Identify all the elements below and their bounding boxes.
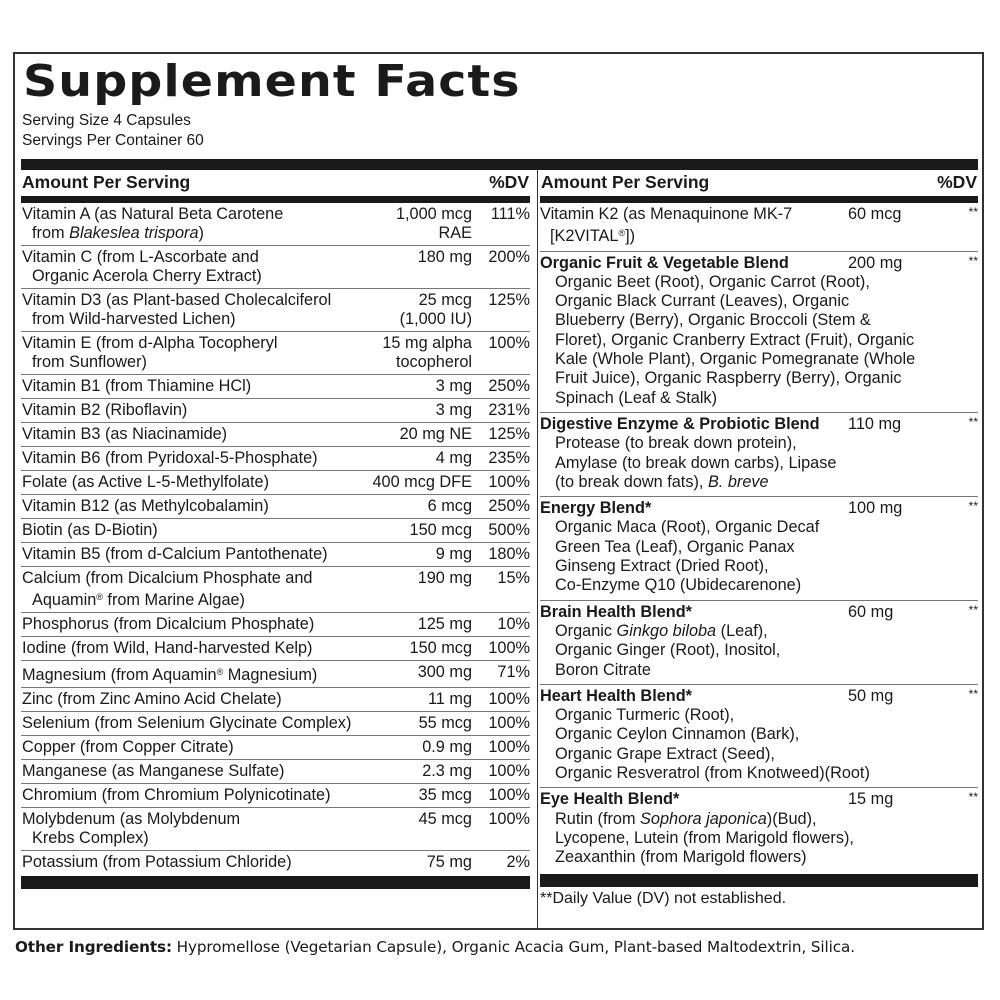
left-nutrient-list — [21, 203, 530, 874]
nutrient-name — [21, 714, 419, 733]
nutrient-name — [21, 401, 436, 420]
nutrient-name-text: Magnesium) — [223, 666, 318, 684]
nutrient-name-text: Vitamin B6 (from Pyridoxal-5-Phosphate) — [22, 449, 318, 467]
nutrient-name-line2 — [22, 267, 418, 286]
blend-header — [540, 687, 978, 706]
nutrient-name — [21, 425, 400, 444]
nutrient-name-text: from Sunflower) — [32, 353, 147, 371]
nutrient-dv: 100% — [488, 738, 530, 756]
nutrient-row — [21, 519, 530, 543]
amount-per-serving-heading: Amount Per Serving — [22, 172, 191, 192]
nutrient-name — [21, 615, 418, 634]
nutrient-name — [21, 663, 418, 685]
ingredient-line: Floret), Organic Cranberry Extract (Fruit), Organic — [555, 330, 915, 349]
right-blend-list — [540, 203, 978, 872]
header-underline — [540, 196, 978, 203]
nutrient-name — [21, 449, 436, 468]
amount-line2: tocopherol — [395, 353, 472, 371]
left-header — [21, 170, 530, 196]
ingredient-line: Protease (to break down protein), — [555, 434, 797, 453]
ingredient-line: Green Tea (Leaf), Organic Panax — [555, 537, 795, 556]
nutrient-dv: 180% — [488, 545, 530, 563]
ingredient-line: Organic Black Currant (Leaves), Organic — [555, 292, 850, 311]
ingredient-line: Boron Citrate — [555, 660, 651, 679]
nutrient-name — [21, 334, 382, 372]
nutrient-name — [21, 853, 427, 872]
nutrient-amount — [419, 810, 472, 848]
ingredient-line — [555, 473, 978, 492]
amount-line1: 25 mcg — [418, 291, 472, 309]
nutrient-name-text: Krebs Complex) — [32, 829, 149, 847]
top-divider-bar — [21, 159, 978, 170]
right-header — [540, 170, 978, 196]
blend-header — [540, 790, 978, 809]
nutrient-amount — [428, 497, 472, 516]
blend-header — [540, 415, 978, 434]
amount-text: 2.3 mg — [422, 762, 472, 780]
nutrient-dv: 200% — [488, 248, 530, 266]
nutrient-name-line1: Calcium (from Dicalcium Phosphate and — [22, 569, 313, 587]
amount-text: 400 mcg DFE — [372, 473, 472, 491]
ingredient-line: Spinach (Leaf & Stalk) — [555, 388, 717, 407]
amount-text: 190 mg — [417, 569, 472, 587]
ingredient-line: Lycopene, Lutein (from Marigold flowers), — [555, 828, 854, 847]
amount-text: 0.9 mg — [422, 738, 472, 756]
nutrient-row — [21, 567, 530, 613]
nutrient-row — [21, 661, 530, 688]
amount-text: 180 mg — [417, 248, 472, 266]
dv-footnote: **Daily Value (DV) not established. — [540, 889, 787, 907]
nutrient-amount — [436, 545, 472, 564]
blend-name — [540, 205, 848, 247]
nutrient-row — [21, 613, 530, 637]
blend-name-text: [K2VITAL — [550, 227, 619, 246]
nutrient-amount — [428, 690, 472, 709]
ingredient-text: Rutin (from — [555, 809, 641, 828]
blend-name — [540, 415, 848, 434]
nutrient-name-line1: Vitamin C (from L-Ascorbate and — [22, 248, 259, 266]
nutrient-name-line2 — [22, 829, 419, 848]
supplement-facts-panel — [13, 52, 984, 930]
nutrient-name-line2 — [22, 224, 396, 243]
nutrient-dv: 2% — [506, 853, 530, 871]
amount-line1: 15 mg alpha — [382, 334, 472, 352]
nutrient-dv: 100% — [488, 810, 530, 828]
nutrient-dv: 10% — [497, 615, 530, 633]
blend-dv: ** — [968, 253, 978, 268]
blend-name-line2 — [540, 224, 848, 246]
blend-row — [540, 788, 978, 871]
ingredient-line: Fruit Juice), Organic Raspberry (Berry), Organic — [555, 369, 902, 388]
nutrient-amount — [418, 569, 472, 610]
nutrient-source-italic: Blakeslea trispora — [69, 224, 199, 242]
amount-text: 4 mg — [435, 449, 472, 467]
nutrient-row — [21, 760, 530, 784]
nutrient-name — [21, 497, 428, 516]
blend-ingredients — [540, 273, 978, 408]
blend-row — [540, 413, 978, 497]
nutrient-row — [21, 495, 530, 519]
amount-text: 55 mcg — [418, 714, 472, 732]
nutrient-amount — [400, 291, 472, 329]
blend-header — [540, 205, 978, 247]
nutrient-dv: 100% — [488, 334, 530, 352]
nutrient-dv: 15% — [497, 569, 530, 587]
nutrient-name-text: Phosphorus (from Dicalcium Phosphate) — [22, 615, 315, 633]
nutrient-amount — [410, 521, 472, 540]
ingredient-line — [555, 810, 978, 829]
nutrient-dv: 500% — [488, 521, 530, 539]
nutrient-row — [21, 784, 530, 808]
blend-amount: 15 mg — [848, 790, 894, 809]
header-underline — [21, 196, 530, 203]
blend-name-text: Brain Health Blend* — [540, 602, 692, 621]
nutrient-name-line1: Vitamin E (from d-Alpha Tocopheryl — [22, 334, 278, 352]
nutrient-name — [21, 521, 410, 540]
nutrient-amount — [418, 663, 472, 685]
blend-amount: 110 mg — [848, 414, 902, 433]
ingredient-line: Amylase (to break down carbs), Lipase — [555, 453, 837, 472]
nutrient-dv: 100% — [488, 786, 530, 804]
blend-dv: ** — [968, 414, 978, 429]
blend-dv: ** — [968, 499, 978, 514]
amount-text: 300 mg — [417, 663, 472, 681]
nutrient-dv: 71% — [497, 663, 530, 681]
nutrient-amount — [436, 401, 472, 420]
nutrient-dv: 250% — [488, 497, 530, 515]
servings-per-container: Servings Per Container 60 — [22, 132, 204, 149]
nutrient-name-text: Vitamin B12 (as Methylcobalamin) — [22, 497, 269, 515]
ingredient-line: Ginseng Extract (Dried Root), — [555, 557, 769, 576]
nutrient-row — [21, 543, 530, 567]
nutrient-amount — [372, 473, 472, 492]
nutrient-name-text: Aquamin — [32, 591, 97, 609]
blend-name-text: Energy Blend* — [540, 499, 652, 518]
other-ingredients-text: Hypromellose (Vegetarian Capsule), Organic Acacia Gum, Plant-based Maltodextrin, Silica. — [171, 938, 855, 956]
dv-heading: %DV — [937, 172, 977, 192]
blend-dv: ** — [968, 790, 978, 805]
nutrient-name-text: Copper (from Copper Citrate) — [22, 738, 234, 756]
ingredient-italic: B. breve — [707, 472, 769, 491]
blend-name-text: Heart Health Blend* — [540, 686, 692, 705]
nutrient-name-line1: Molybdenum (as Molybdenum — [22, 810, 241, 828]
nutrient-row — [21, 736, 530, 760]
nutrient-amount — [422, 738, 472, 757]
nutrient-name-text: Magnesium (from Aquamin — [22, 666, 217, 684]
nutrient-amount — [427, 853, 472, 872]
registered-mark: ® — [618, 228, 626, 239]
panel-title: Supplement Facts — [23, 56, 521, 107]
nutrient-name-line1: Vitamin D3 (as Plant-based Cholecalciferol — [22, 291, 332, 309]
other-ingredients-label: Other Ingredients: — [15, 938, 172, 956]
nutrient-dv: 100% — [488, 762, 530, 780]
blend-ingredients — [540, 810, 978, 868]
nutrient-name — [21, 291, 400, 329]
column-divider — [537, 170, 538, 928]
registered-mark: ® — [216, 667, 224, 677]
ingredient-line: Organic Ginger (Root), Inositol, — [555, 641, 781, 660]
ingredient-line: Organic Ceylon Cinnamon (Bark), — [555, 725, 800, 744]
nutrient-dv: 111% — [490, 205, 530, 223]
amount-per-serving-heading: Amount Per Serving — [541, 172, 710, 192]
blend-header — [540, 603, 978, 622]
nutrient-name-line2 — [22, 588, 418, 610]
blend-ingredients — [540, 622, 978, 680]
blend-amount: 200 mg — [848, 253, 903, 272]
blend-name — [540, 687, 848, 706]
blend-name — [540, 254, 848, 273]
nutrient-name-text: from Marine Algae) — [102, 591, 245, 609]
nutrient-name-text: Selenium (from Selenium Glycinate Complex) — [22, 714, 352, 732]
nutrient-name-line2 — [22, 353, 382, 372]
nutrient-row — [21, 712, 530, 736]
nutrient-dv: 235% — [488, 449, 530, 467]
ingredient-line: Organic Turmeric (Root), — [555, 706, 735, 725]
blend-header — [540, 499, 978, 518]
nutrient-amount — [400, 425, 472, 444]
nutrient-row — [21, 246, 530, 289]
nutrient-name — [21, 248, 418, 286]
blend-name — [540, 603, 848, 622]
nutrient-name — [21, 810, 419, 848]
nutrient-row — [21, 851, 530, 874]
blend-ingredients — [540, 518, 978, 595]
blend-name — [540, 790, 848, 809]
nutrient-name-text: from — [32, 224, 70, 242]
blend-dv: ** — [968, 602, 978, 617]
nutrient-amount — [436, 377, 472, 396]
nutrient-amount — [418, 615, 472, 634]
blend-amount: 100 mg — [848, 499, 903, 518]
nutrient-name-text: Vitamin B5 (from d-Calcium Pantothenate) — [22, 545, 328, 563]
nutrient-dv: 250% — [488, 377, 530, 395]
right-column — [540, 170, 978, 908]
nutrient-name-line1: Vitamin A (as Natural Beta Carotene — [22, 205, 284, 223]
blend-name-text: Organic Fruit & Vegetable Blend — [540, 253, 789, 272]
nutrient-name — [21, 690, 428, 709]
amount-line2: (1,000 IU) — [399, 310, 472, 328]
nutrient-name — [21, 473, 372, 492]
nutrient-name-line2 — [22, 310, 400, 329]
ingredient-text: Organic — [555, 621, 617, 640]
nutrient-amount — [396, 205, 472, 243]
nutrient-dv: 125% — [488, 425, 530, 443]
blend-row — [540, 203, 978, 252]
nutrient-name — [21, 738, 422, 757]
nutrient-amount — [382, 334, 472, 372]
nutrient-name — [21, 377, 436, 396]
amount-line1: 1,000 mcg — [395, 205, 472, 223]
ingredient-line: Organic Beet (Root), Organic Carrot (Root), — [555, 272, 870, 291]
nutrient-name — [21, 762, 422, 781]
ingredient-italic: Sophora japonica — [640, 809, 767, 828]
dv-heading: %DV — [489, 172, 529, 192]
nutrient-row — [21, 808, 530, 851]
nutrient-dv: 125% — [488, 291, 530, 309]
amount-line2: RAE — [438, 224, 472, 242]
nutrient-name-text: Vitamin B1 (from Thiamine HCl) — [22, 377, 252, 395]
nutrient-dv: 100% — [488, 690, 530, 708]
ingredient-text: )(Bud), — [766, 809, 817, 828]
ingredient-line: Organic Resveratrol (from Knotweed)(Root) — [555, 764, 870, 783]
nutrient-row — [21, 688, 530, 712]
amount-text: 9 mg — [435, 545, 472, 563]
blend-amount: 60 mcg — [848, 205, 902, 223]
blend-name-text: Digestive Enzyme & Probiotic Blend — [540, 414, 820, 433]
amount-text: 3 mg — [435, 377, 472, 395]
blend-name-line1: Vitamin K2 (as Menaquinone MK-7 — [540, 205, 793, 223]
amount-text: 6 mcg — [427, 497, 472, 515]
nutrient-name — [21, 786, 419, 805]
blend-ingredients — [540, 706, 978, 783]
ingredient-line: Organic Grape Extract (Seed), — [555, 744, 775, 763]
ingredient-line: Kale (Whole Plant), Organic Pomegranate (Whole — [555, 350, 916, 369]
nutrient-amount — [410, 639, 472, 658]
nutrient-dv: 100% — [488, 714, 530, 732]
amount-text: 20 mg NE — [399, 425, 472, 443]
nutrient-name — [21, 569, 418, 610]
nutrient-row — [21, 332, 530, 375]
blend-header — [540, 254, 978, 273]
nutrient-name-text: Zinc (from Zinc Amino Acid Chelate) — [22, 690, 282, 708]
amount-text: 3 mg — [435, 401, 472, 419]
nutrient-row — [21, 637, 530, 661]
nutrient-name-text: Potassium (from Potassium Chloride) — [22, 853, 292, 871]
nutrient-name-text: Folate (as Active L-5-Methylfolate) — [22, 473, 270, 491]
nutrient-row — [21, 203, 530, 246]
nutrient-dv: 231% — [488, 401, 530, 419]
ingredient-line — [555, 622, 978, 641]
blend-row — [540, 601, 978, 685]
nutrient-name-text: Organic Acerola Cherry Extract) — [32, 267, 262, 285]
nutrient-amount — [422, 762, 472, 781]
nutrient-name-text: Manganese (as Manganese Sulfate) — [22, 762, 285, 780]
nutrient-name-text: Chromium (from Chromium Polynicotinate) — [22, 786, 331, 804]
ingredient-italic: Ginkgo biloba — [616, 621, 717, 640]
ingredient-line: Organic Maca (Root), Organic Decaf — [555, 518, 820, 537]
blend-row — [540, 497, 978, 600]
ingredient-line: Co-Enzyme Q10 (Ubidecarenone) — [555, 576, 802, 595]
nutrient-dv: 100% — [488, 473, 530, 491]
nutrient-row — [21, 423, 530, 447]
amount-text: 125 mg — [417, 615, 472, 633]
nutrient-amount — [419, 786, 472, 805]
nutrient-name — [21, 205, 396, 243]
amount-text: 150 mcg — [409, 639, 472, 657]
left-column — [21, 170, 530, 889]
nutrient-name-text: Biotin (as D-Biotin) — [22, 521, 158, 539]
blend-amount: 60 mg — [848, 602, 894, 621]
ingredient-line: Zeaxanthin (from Marigold flowers) — [555, 848, 807, 867]
blend-name — [540, 499, 848, 518]
blend-amount: 50 mg — [848, 686, 894, 705]
ingredient-text: (Leaf), — [716, 621, 768, 640]
registered-mark: ® — [96, 592, 103, 602]
nutrient-name-text: Vitamin B3 (as Niacinamide) — [22, 425, 228, 443]
nutrient-name-text: Vitamin B2 (Riboflavin) — [22, 401, 188, 419]
nutrient-amount — [418, 248, 472, 286]
serving-size: Serving Size 4 Capsules — [22, 112, 191, 129]
nutrient-row — [21, 289, 530, 332]
right-bottom-bar — [540, 874, 978, 887]
nutrient-row — [21, 447, 530, 471]
blend-dv: ** — [968, 205, 978, 219]
left-bottom-bar — [21, 876, 530, 889]
nutrient-amount — [419, 714, 472, 733]
blend-name-text: ]) — [625, 227, 636, 246]
nutrient-amount — [436, 449, 472, 468]
nutrient-name-text: ) — [198, 224, 204, 242]
amount-text: 75 mg — [426, 853, 472, 871]
blend-name-text: Eye Health Blend* — [540, 790, 680, 809]
amount-text: 150 mcg — [409, 521, 472, 539]
ingredient-text: (to break down fats), — [555, 472, 708, 491]
amount-text: 45 mcg — [418, 810, 472, 828]
other-ingredients — [15, 938, 855, 956]
blend-dv: ** — [968, 686, 978, 701]
nutrient-dv: 100% — [488, 639, 530, 657]
nutrient-name — [21, 639, 410, 658]
amount-text: 35 mcg — [418, 786, 472, 804]
nutrient-row — [21, 471, 530, 495]
ingredient-line: Blueberry (Berry), Organic Broccoli (Stem & — [555, 311, 871, 330]
nutrient-name — [21, 545, 436, 564]
nutrient-row — [21, 399, 530, 423]
nutrient-name-text: from Wild-harvested Lichen) — [32, 310, 236, 328]
blend-row — [540, 685, 978, 788]
blend-row — [540, 252, 978, 413]
nutrient-row — [21, 375, 530, 399]
nutrient-name-text: Iodine (from Wild, Hand-harvested Kelp) — [22, 639, 313, 657]
amount-text: 11 mg — [427, 690, 472, 708]
blend-ingredients — [540, 434, 978, 492]
